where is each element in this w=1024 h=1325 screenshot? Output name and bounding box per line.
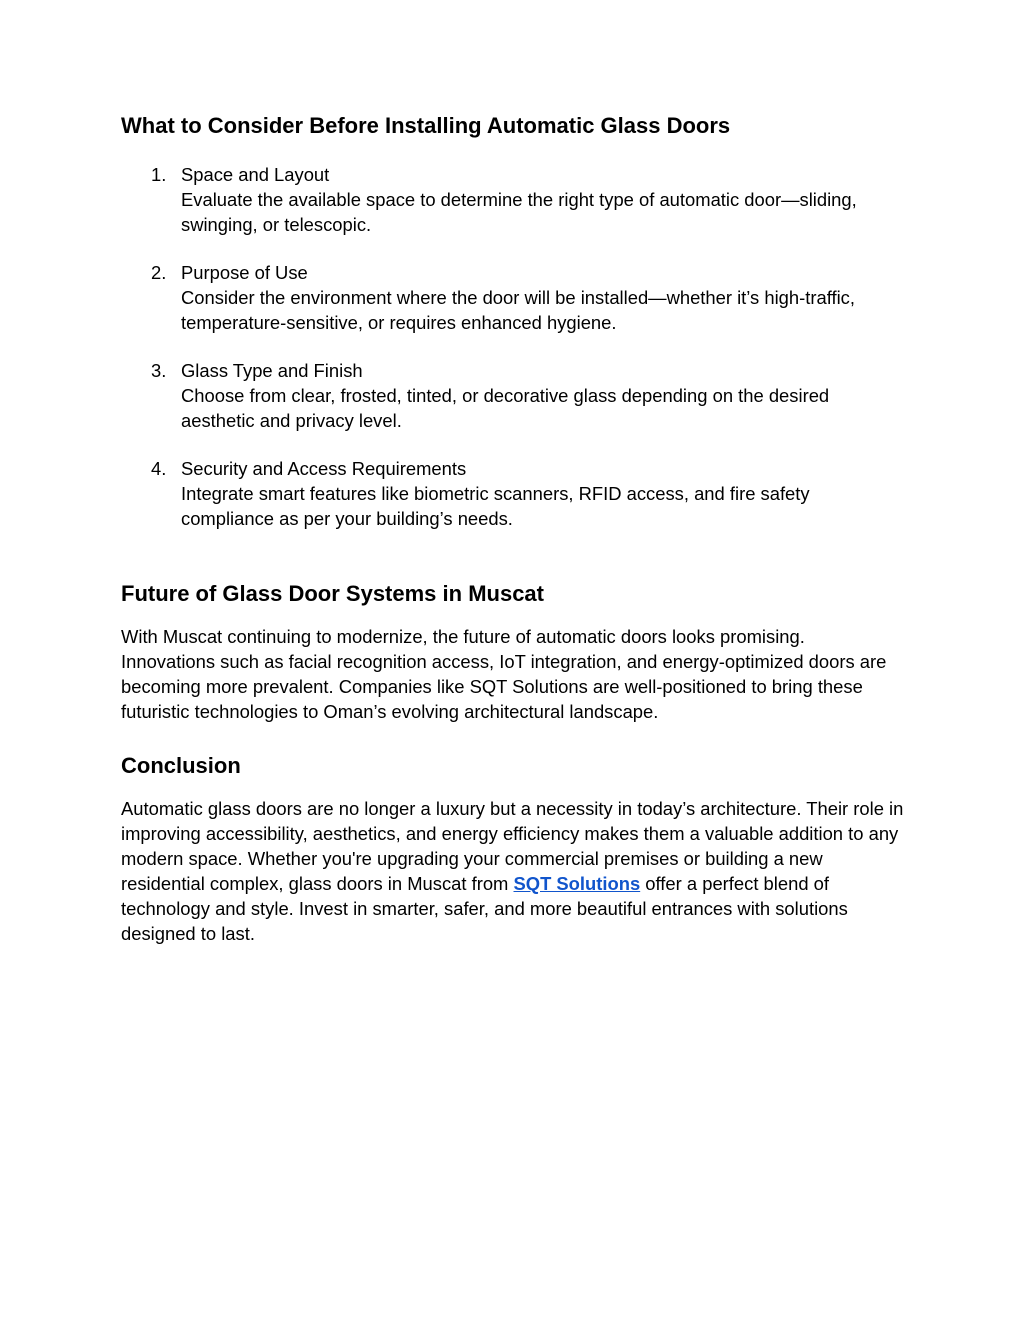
future-paragraph: With Muscat continuing to modernize, the future of automatic doors looks promising. Innovations such as facial recognition access, IoT integration, and energy-optimized doors are becoming more prevalent. Companies like SQT Solutions are well-positioned to bring these futuristic technologies to Oman’s evolving architectural landscape. — [121, 626, 887, 722]
list-item-description: Integrate smart features like biometric scanners, RFID access, and fire safety compliance as per your building’s needs. — [181, 483, 810, 529]
list-item-description: Choose from clear, frosted, tinted, or decorative glass depending on the desired aesthetic and privacy level. — [181, 385, 830, 431]
list-item-number: 1. — [151, 164, 167, 185]
heading-conclusion: Conclusion — [121, 753, 241, 778]
list-item-number: 2. — [151, 262, 167, 283]
list-item-description: Consider the environment where the door will be installed—whether it’s high-traffic, temperature-sensitive, or requires enhanced hygiene. — [181, 287, 855, 333]
conclusion-text-after-link: offer a perfect blend of technology and style. Invest in smarter, safer, and more beautiful entrances with solutions designed to last. — [121, 873, 848, 944]
conclusion-text-before-link: Automatic glass doors are no longer a luxury but a necessity in today’s architecture. Their role in improving accessibility, aesthetics, and energy efficiency makes them a valuable addition to any modern space. Whether you're upgrading your commercial premises or building a new residential complex, glass doors in Muscat from — [121, 798, 904, 894]
heading-future: Future of Glass Door Systems in Muscat — [121, 581, 544, 606]
list-item-title: Purpose of Use — [181, 262, 308, 283]
list-item-number: 3. — [151, 360, 167, 381]
list-item — [121, 260, 904, 335]
list-item-title: Security and Access Requirements — [181, 458, 467, 479]
heading-considerations: What to Consider Before Installing Automatic Glass Doors — [121, 113, 731, 138]
sqt-solutions-link[interactable]: SQT Solutions — [513, 873, 641, 894]
list-item-number: 4. — [151, 458, 167, 479]
list-item — [121, 162, 904, 237]
list-item-description: Evaluate the available space to determine the right type of automatic door—sliding, swinging, or telescopic. — [181, 189, 857, 235]
list-item-title: Space and Layout — [181, 164, 330, 185]
list-item — [121, 456, 904, 531]
list-item — [121, 358, 904, 433]
conclusion-paragraph — [121, 796, 904, 946]
considerations-list — [121, 162, 904, 531]
list-item-title: Glass Type and Finish — [181, 360, 363, 381]
